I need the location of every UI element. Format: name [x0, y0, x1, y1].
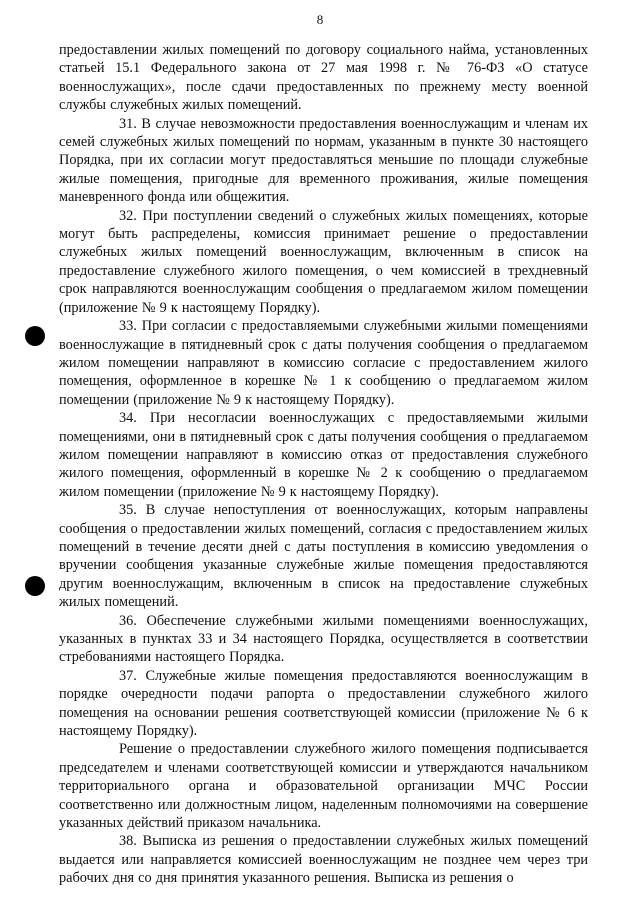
paragraph-37: 37. Служебные жилые помещения предоставляются военнослужащим в порядке очередности подачи рапорта о предоставлении служебного жилого помещения на основании решения соответствующей комиссии (приложение № 6 к настоящему Порядку). [59, 667, 588, 740]
paragraph-36: 36. Обеспечение служебными жилыми помещениями военнослужащих, указанных в пунктах 33 и 34 настоящего Порядка, осуществляется в соответствии стребованиями настоящего Порядка. [59, 612, 588, 666]
paragraph-35: 35. В случае непоступления от военнослужащих, которым направлены сообщения о предоставлении жилых помещений, согласия с предоставлением жилых помещений в течение десяти дней с даты поступления в комиссию уведомления о вручении сообщения указанные служебные жилые помещения предоставляются другим военнослужащим, включенным в список на предоставление служебных жилых помещений. [59, 502, 588, 611]
document-body [59, 41, 588, 888]
paragraph-33: 33. При согласии с предоставляемыми служебными жилыми помещениями военнослужащие в пятидневный срок с даты получения сообщения о предлагаемом жилом помещении направляют в комиссию согласие с предоставлением жилого помещения, оформленное в корешке № 1 к сообщению о предлагаемом жилом помещении (приложение № 9 к настоящему Порядку). [59, 318, 588, 408]
paragraph-37-decision: Решение о предоставлении служебного жилого помещения подписывается председателем и членами соответствующей комиссии и утверждаются начальником территориального органа и образовательной организации МЧС России соответственно или должностным лицом, наделенным полномочиями на совершение указанных действий приказом начальника. [59, 741, 588, 832]
paragraph-38: 38. Выписка из решения о предоставлении служебных жилых помещений выдается или направляется комиссией военнослужащим не позднее чем через три рабочих дня со дня принятия указанного решения. Выписка из решения о [59, 833, 588, 887]
punch-hole-mark [25, 576, 45, 596]
page-number: 8 [316, 12, 324, 27]
paragraph-31: 31. В случае невозможности предоставления военнослужащим и членам их семей служебных жилых помещений по нормам, указанным в пункте 30 настоящего Порядка, при их согласии могут предоставляться меньшие по площади служебные жилые помещения, пригодные для временного проживания, жилые помещения маневренного фонда или общежития. [59, 115, 588, 206]
punch-hole-mark [25, 326, 45, 346]
paragraph-32: 32. При поступлении сведений о служебных жилых помещениях, которые могут быть распределены, комиссия принимает решение о предоставлении служебных жилых помещений военнослужащим, включенным в список на предоставление служебного жилого помещения, о чем комиссией в трехдневный срок направляются военнослужащим сообщения о предлагаемом жилом помещении (приложение № 9 к настоящему Порядку). [59, 207, 588, 316]
paragraph-34: 34. При несогласии военнослужащих с предоставляемыми жилыми помещениями, они в пятидневный срок с даты получения сообщения о предлагаемом жилом помещении направляют в комиссию отказ от предоставления служебного жилого помещения, оформленный в корешке № 2 к сообщению о предлагаемом жилом помещении (приложение № 9 к настоящему Порядку). [59, 410, 588, 500]
paragraph-continuation: предоставлении жилых помещений по договору социального найма, установленных статьей 15.1 Федерального закона от 27 мая 1998 г. № 76-ФЗ «О статусе военнослужащих», после сдачи предоставленных по прежнему месту военной службы служебных жилых помещений. [59, 42, 588, 114]
